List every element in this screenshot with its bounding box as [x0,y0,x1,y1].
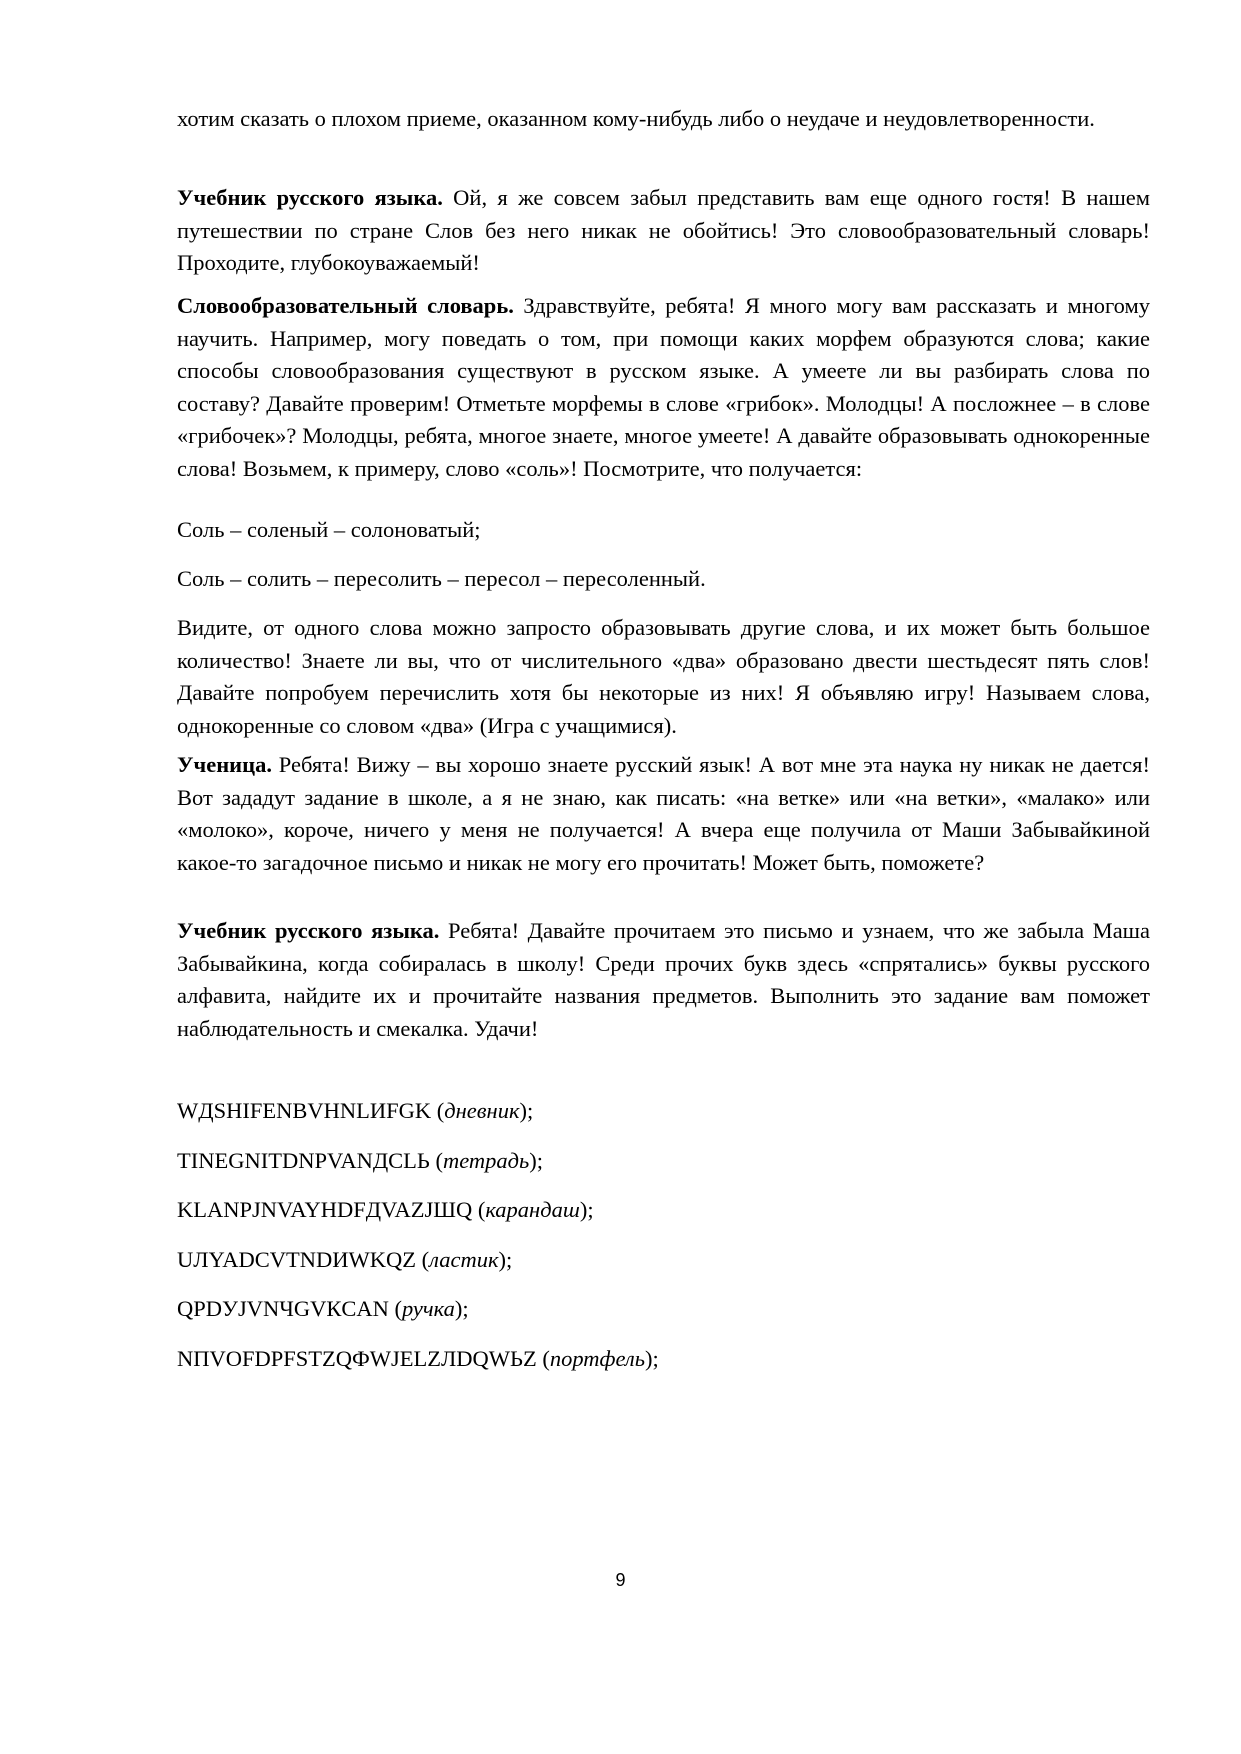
page-number: 9 [615,1570,626,1590]
paragraph-text: Ой, я же совсем забыл представить вам еще одного гостя! В нашем путешествии по стране Слов без него никак не обойтись! Это словообразовательный словарь! Проходите, глубокоуважаемый! [177,185,1150,275]
rebus-answer: тетрадь [442,1148,530,1173]
rebus-answer: ручка [401,1296,455,1321]
rebus-answer: ластик [429,1247,499,1272]
speaker-label: Учебник русского языка. [177,918,440,943]
rebus-line: WДSHIFENBVHNLИFGK (дневник); [177,1098,534,1123]
speaker-label: Словообразовательный словарь. [177,293,514,318]
paragraph-text: Соль – солить – пересолить – пересол – пересоленный. [177,566,706,591]
word-chain-1 [177,514,1150,547]
rebus-line: NПVOFDPFSTZQФWJELZЛDQWЬZ (портфель); [177,1346,659,1371]
rebus-line: UЛYADCVTNDИWKQZ (ластик); [177,1247,513,1272]
rebus-letters: NПVOFDPFSTZQФWJELZЛDQWЬZ [177,1346,537,1371]
paragraph-textbook-speech-1 [177,182,1150,280]
rebus-answer: дневник [444,1098,520,1123]
rebus-line: KLANPJNVAYHDFДVAZJШQ (карандаш); [177,1197,594,1222]
paragraph-text: Видите, от одного слова можно запросто образовывать другие слова, и их может быть большое количество! Знаете ли вы, что от числительного «два» образовано двести шестьдесят пять слов! Давайте попробуем перечислить хотя бы некоторые из них! Я объявляю игру! Называем слова, однокоренные со словом «два» (Игра с учащимися). [177,615,1150,738]
paragraph-dictionary-game [177,612,1150,742]
speaker-label: Учебник русского языка. [177,185,443,210]
paragraph-text: Соль – соленый – солоноватый; [177,517,481,542]
speaker-label: Ученица. [177,752,272,777]
rebus-line: QPDУJVNЧGVКCAN (ручка); [177,1296,469,1321]
word-chain-2 [177,563,1150,596]
paragraph-text: Здравствуйте, ребята! Я много могу вам рассказать и многому научить. Например, могу поведать о том, при помощи каких морфем образуются слова; какие способы словообразования существуют в русском языке. А умеете ли вы разбирать слова по составу? Давайте проверим! Отметьте морфемы в слове «грибок». Молодцы! А посложнее – в слове «грибочек»? Молодцы, ребята, многое знаете, многое умеете! А давайте образовывать однокоренные слова! Возьмем, к примеру, слово «соль»! Посмотрите, что получается: [177,293,1150,481]
rebus-letters: UЛYADCVTNDИWKQZ [177,1247,416,1272]
paragraph-text: хотим сказать о плохом приеме, оказанном кому-нибудь либо о неудаче и неудовлетворенности. [177,106,1095,131]
paragraph-dictionary-speech [177,290,1150,485]
rebus-answer: портфель [549,1346,645,1371]
paragraph-text: Ребята! Вижу – вы хорошо знаете русский язык! А вот мне эта наука ну никак не дается! Вот зададут задание в школе, а я не знаю, как писать: «на ветке» или «на ветки», «малако» или «молоко», короче, ничего у меня не получается! А вчера еще получила от Маши Забывайкиной какое-то загадочное письмо и никак не могу его прочитать! Может быть, поможете? [177,752,1150,875]
rebus-letters: QPDУJVNЧGVКCAN [177,1296,389,1321]
paragraph-intro-continuation [177,103,1150,136]
rebus-letters: WДSHIFENBVHNLИFGK [177,1098,432,1123]
paragraph-text: Ребята! Давайте прочитаем это письмо и узнаем, что же забыла Маша Забывайкина, когда собиралась в школу! Среди прочих букв здесь «спрятались» буквы русского алфавита, найдите их и прочитайте названия предметов. Выполнить это задание вам поможет наблюдательность и смекалка. Удачи! [177,918,1150,1041]
paragraph-textbook-speech-2 [177,915,1150,1045]
rebus-letters: KLANPJNVAYHDFДVAZJШQ [177,1197,473,1222]
rebus-line: TINEGNITDNPVANДCLЬ (тетрадь); [177,1148,544,1173]
rebus-answer: карандаш [485,1197,580,1222]
paragraph-student-speech [177,749,1150,879]
rebus-letters: TINEGNITDNPVANДCLЬ [177,1148,430,1173]
